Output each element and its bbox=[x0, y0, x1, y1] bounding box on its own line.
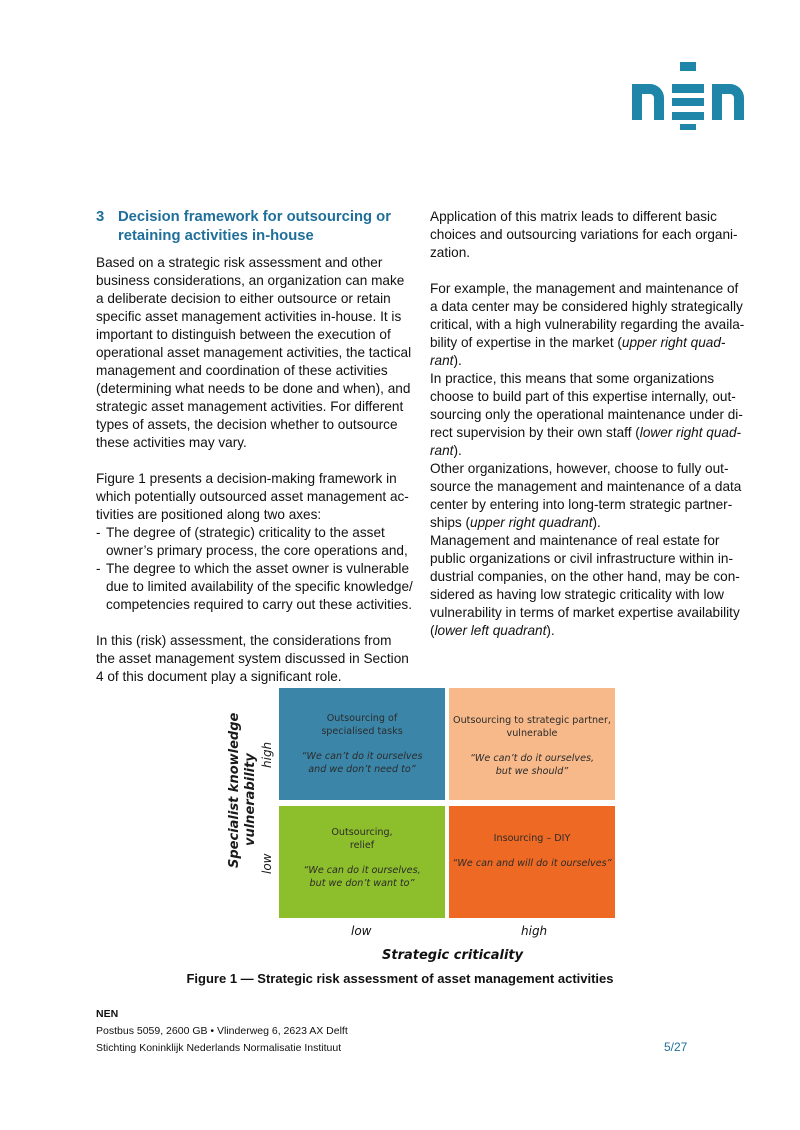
page-number: 5/27 bbox=[664, 1040, 688, 1054]
section-heading bbox=[96, 208, 414, 246]
footer-address: Postbus 5059, 2600 GB • Vlinderweg 6, 2623 AX Delft bbox=[96, 1025, 348, 1037]
y-axis-high: high bbox=[260, 741, 274, 768]
risk-matrix bbox=[220, 686, 620, 968]
quadrant-bottom-left: Outsourcing, relief “We can do it ourselves, but we don’t want to” bbox=[279, 806, 445, 918]
quadrant-top-left: Outsourcing of specialised tasks “We can’t do it ourselves and we don’t need to” bbox=[279, 688, 445, 800]
left-paragraph-1: Based on a strategic risk assessment and other business considerations, an organization can make a deliberate decision to either outsource or retain specific asset management activities in-house. It is important to distinguish between the execution of operational asset management activities, the tactical management and coordination of these activities (determining what needs to be done and when), and strategic asset management activities. For different types of assets, the decision whether to outsource these activities may vary. bbox=[96, 255, 412, 450]
y-axis-labels bbox=[220, 686, 278, 916]
axes-list bbox=[96, 524, 414, 614]
y-axis-title-line2: vulnerability bbox=[243, 753, 258, 846]
x-axis-title: Strategic criticality bbox=[382, 948, 524, 963]
x-axis-high: high bbox=[521, 924, 548, 938]
right-paragraph-3: In practice, this means that some organizations choose to build part of this expertise internally, out-sourcing only the operational maintenance under di-rect supervision by their own staff (lower right quad-rant). bbox=[430, 371, 743, 458]
right-column bbox=[430, 208, 746, 640]
section-title-line2: retaining activities in-house bbox=[118, 228, 314, 244]
quadrant-bottom-right: Insourcing – DIY “We can and will do it ourselves” bbox=[449, 806, 615, 918]
right-paragraph-1: Application of this matrix leads to different basic choices and outsourcing variations for each organi-zation. bbox=[430, 209, 738, 260]
nen-logo bbox=[632, 62, 744, 130]
x-axis-low: low bbox=[351, 924, 372, 938]
right-paragraph-2: For example, the management and maintenance of a data center may be considered highly strategically critical, with a high vulnerability regarding the availa-bility of expertise in the market (upper right quad-rant). bbox=[430, 281, 745, 368]
y-axis-low: low bbox=[260, 853, 274, 874]
right-paragraph-5: Management and maintenance of real estate for public organizations or civil infrastructure within in-dustrial companies, on the other hand, may be con-sidered as having low strategic criticality with low vulnerability in terms of market expertise availability (lower left quadrant). bbox=[430, 533, 740, 638]
footer-institute: Stichting Koninklijk Nederlands Normalisatie Instituut bbox=[96, 1042, 342, 1054]
section-number: 3 bbox=[96, 209, 105, 225]
figure-caption: Figure 1 — Strategic risk assessment of asset management activities bbox=[186, 971, 614, 986]
section-title-line1: Decision framework for outsourcing or bbox=[118, 209, 391, 225]
list-item: - The degree of (strategic) criticality to the asset owner’s primary process, the core operations and, bbox=[96, 525, 408, 558]
left-paragraph-2: Figure 1 presents a decision-making framework in which potentially outsourced asset management ac-tivities are positioned along two axes: bbox=[96, 471, 409, 522]
left-column bbox=[96, 208, 414, 686]
left-paragraph-3: In this (risk) assessment, the considerations from the asset management system discussed in Section 4 of this document play a significant role. bbox=[96, 633, 409, 684]
quadrant-top-right: Outsourcing to strategic partner, vulnerable “We can’t do it ourselves, but we should” bbox=[449, 688, 615, 800]
right-paragraph-4: Other organizations, however, choose to fully out-source the management and maintenance of a data center by entering into long-term strategic partner-ships (upper right quadrant). bbox=[430, 461, 742, 530]
section-title bbox=[118, 208, 391, 246]
footer-org: NEN bbox=[96, 1008, 119, 1020]
y-axis-title-line1: Specialist knowledge bbox=[227, 712, 242, 868]
footer bbox=[96, 1006, 348, 1057]
list-item: - The degree to which the asset owner is vulnerable due to limited availability of the specific knowledge/ competencies required to carry out these activities. bbox=[96, 561, 413, 612]
